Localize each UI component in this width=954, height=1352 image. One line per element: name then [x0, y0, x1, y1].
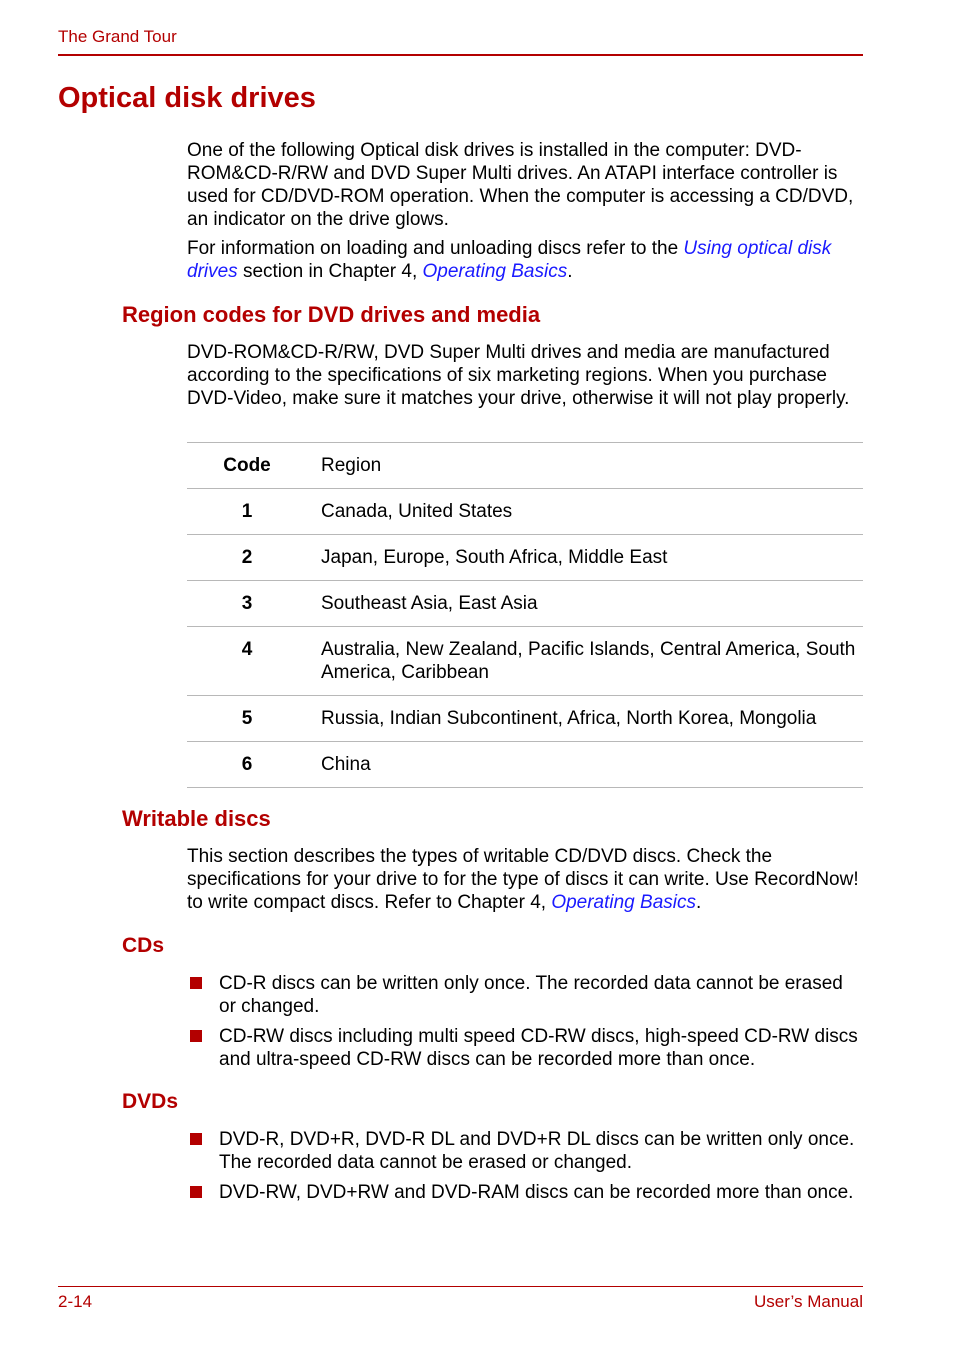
region-paragraph: DVD-ROM&CD-R/RW, DVD Super Multi drives and media are manufactured according to the specifications of six marketing regions. When you purchase DVD-Video, make sure it matches your drive, otherwise it will not play properly. [187, 342, 850, 409]
square-bullet-icon [190, 1186, 202, 1198]
table-row [187, 535, 863, 581]
region-code: 4 [187, 627, 307, 696]
page-title: Optical disk drives [58, 82, 316, 114]
writable-text-start: This section describes the types of writable CD/DVD discs. Check the specifications for your drive to for the type of discs it can write. Use RecordNow! to write compact discs. Refer to Chapter 4, [187, 846, 859, 913]
region-code: 3 [187, 581, 307, 627]
list-item [187, 1025, 863, 1071]
region-name: China [307, 742, 863, 788]
page-number: 2-14 [58, 1292, 93, 1311]
table-row [187, 581, 863, 627]
link-operating-basics[interactable]: Operating Basics [422, 261, 568, 282]
list-item-text: DVD-R, DVD+R, DVD-R DL and DVD+R DL discs can be written only once. The recorded data cannot be erased or changed. [219, 1129, 855, 1173]
table-header-row [187, 443, 863, 489]
column-header-region: Region [307, 443, 863, 489]
region-code: 5 [187, 696, 307, 742]
reference-text-middle: section in Chapter 4, [237, 261, 423, 282]
square-bullet-icon [190, 1030, 202, 1042]
region-codes-heading: Region codes for DVD drives and media [122, 302, 541, 327]
table-row [187, 489, 863, 535]
table-row [187, 627, 863, 696]
manual-title: User’s Manual [754, 1292, 863, 1311]
writable-paragraph [187, 845, 867, 914]
dvds-list [187, 1128, 863, 1211]
running-header: The Grand Tour [58, 27, 177, 46]
table-row [187, 742, 863, 788]
region-code: 2 [187, 535, 307, 581]
link-using-optical-disk-drives[interactable]: Using optical disk drives [187, 238, 832, 282]
reference-paragraph [187, 237, 867, 283]
region-code-table [187, 442, 863, 788]
header-rule [58, 54, 863, 56]
region-name: Australia, New Zealand, Pacific Islands, Central America, South America, Caribbean [307, 627, 863, 696]
list-item-text: CD-R discs can be written only once. The recorded data cannot be erased or changed. [219, 973, 843, 1017]
region-code: 6 [187, 742, 307, 788]
list-item-text: CD-RW discs including multi speed CD-RW discs, high-speed CD-RW discs and ultra-speed CD-RW discs can be recorded more than once. [219, 1026, 858, 1070]
writable-text-end: . [696, 892, 702, 913]
square-bullet-icon [190, 977, 202, 989]
list-item [187, 1128, 863, 1174]
table-row [187, 696, 863, 742]
region-code: 1 [187, 489, 307, 535]
list-item-text: DVD-RW, DVD+RW and DVD-RAM discs can be recorded more than once. [219, 1182, 854, 1203]
dvds-heading: DVDs [122, 1090, 179, 1113]
reference-text-end: . [567, 261, 573, 282]
region-name: Canada, United States [307, 489, 863, 535]
region-name: Japan, Europe, South Africa, Middle East [307, 535, 863, 581]
link-operating-basics-2[interactable]: Operating Basics [551, 892, 696, 913]
footer-rule [58, 1286, 863, 1287]
reference-text-start: For information on loading and unloading discs refer to the [187, 238, 684, 259]
square-bullet-icon [190, 1133, 202, 1145]
cds-heading: CDs [122, 934, 165, 957]
column-header-code: Code [187, 443, 307, 489]
list-item [187, 1181, 863, 1204]
list-item [187, 972, 863, 1018]
region-name: Southeast Asia, East Asia [307, 581, 863, 627]
cds-list [187, 972, 863, 1078]
intro-paragraph: One of the following Optical disk drives is installed in the computer: DVD-ROM&CD-R/RW and DVD Super Multi drives. An ATAPI interface controller is used for CD/DVD-ROM operation. When the computer is accessing a CD/DVD, an indicator on the drive glows. [187, 140, 854, 230]
region-name: Russia, Indian Subcontinent, Africa, North Korea, Mongolia [307, 696, 863, 742]
writable-discs-heading: Writable discs [122, 806, 271, 831]
